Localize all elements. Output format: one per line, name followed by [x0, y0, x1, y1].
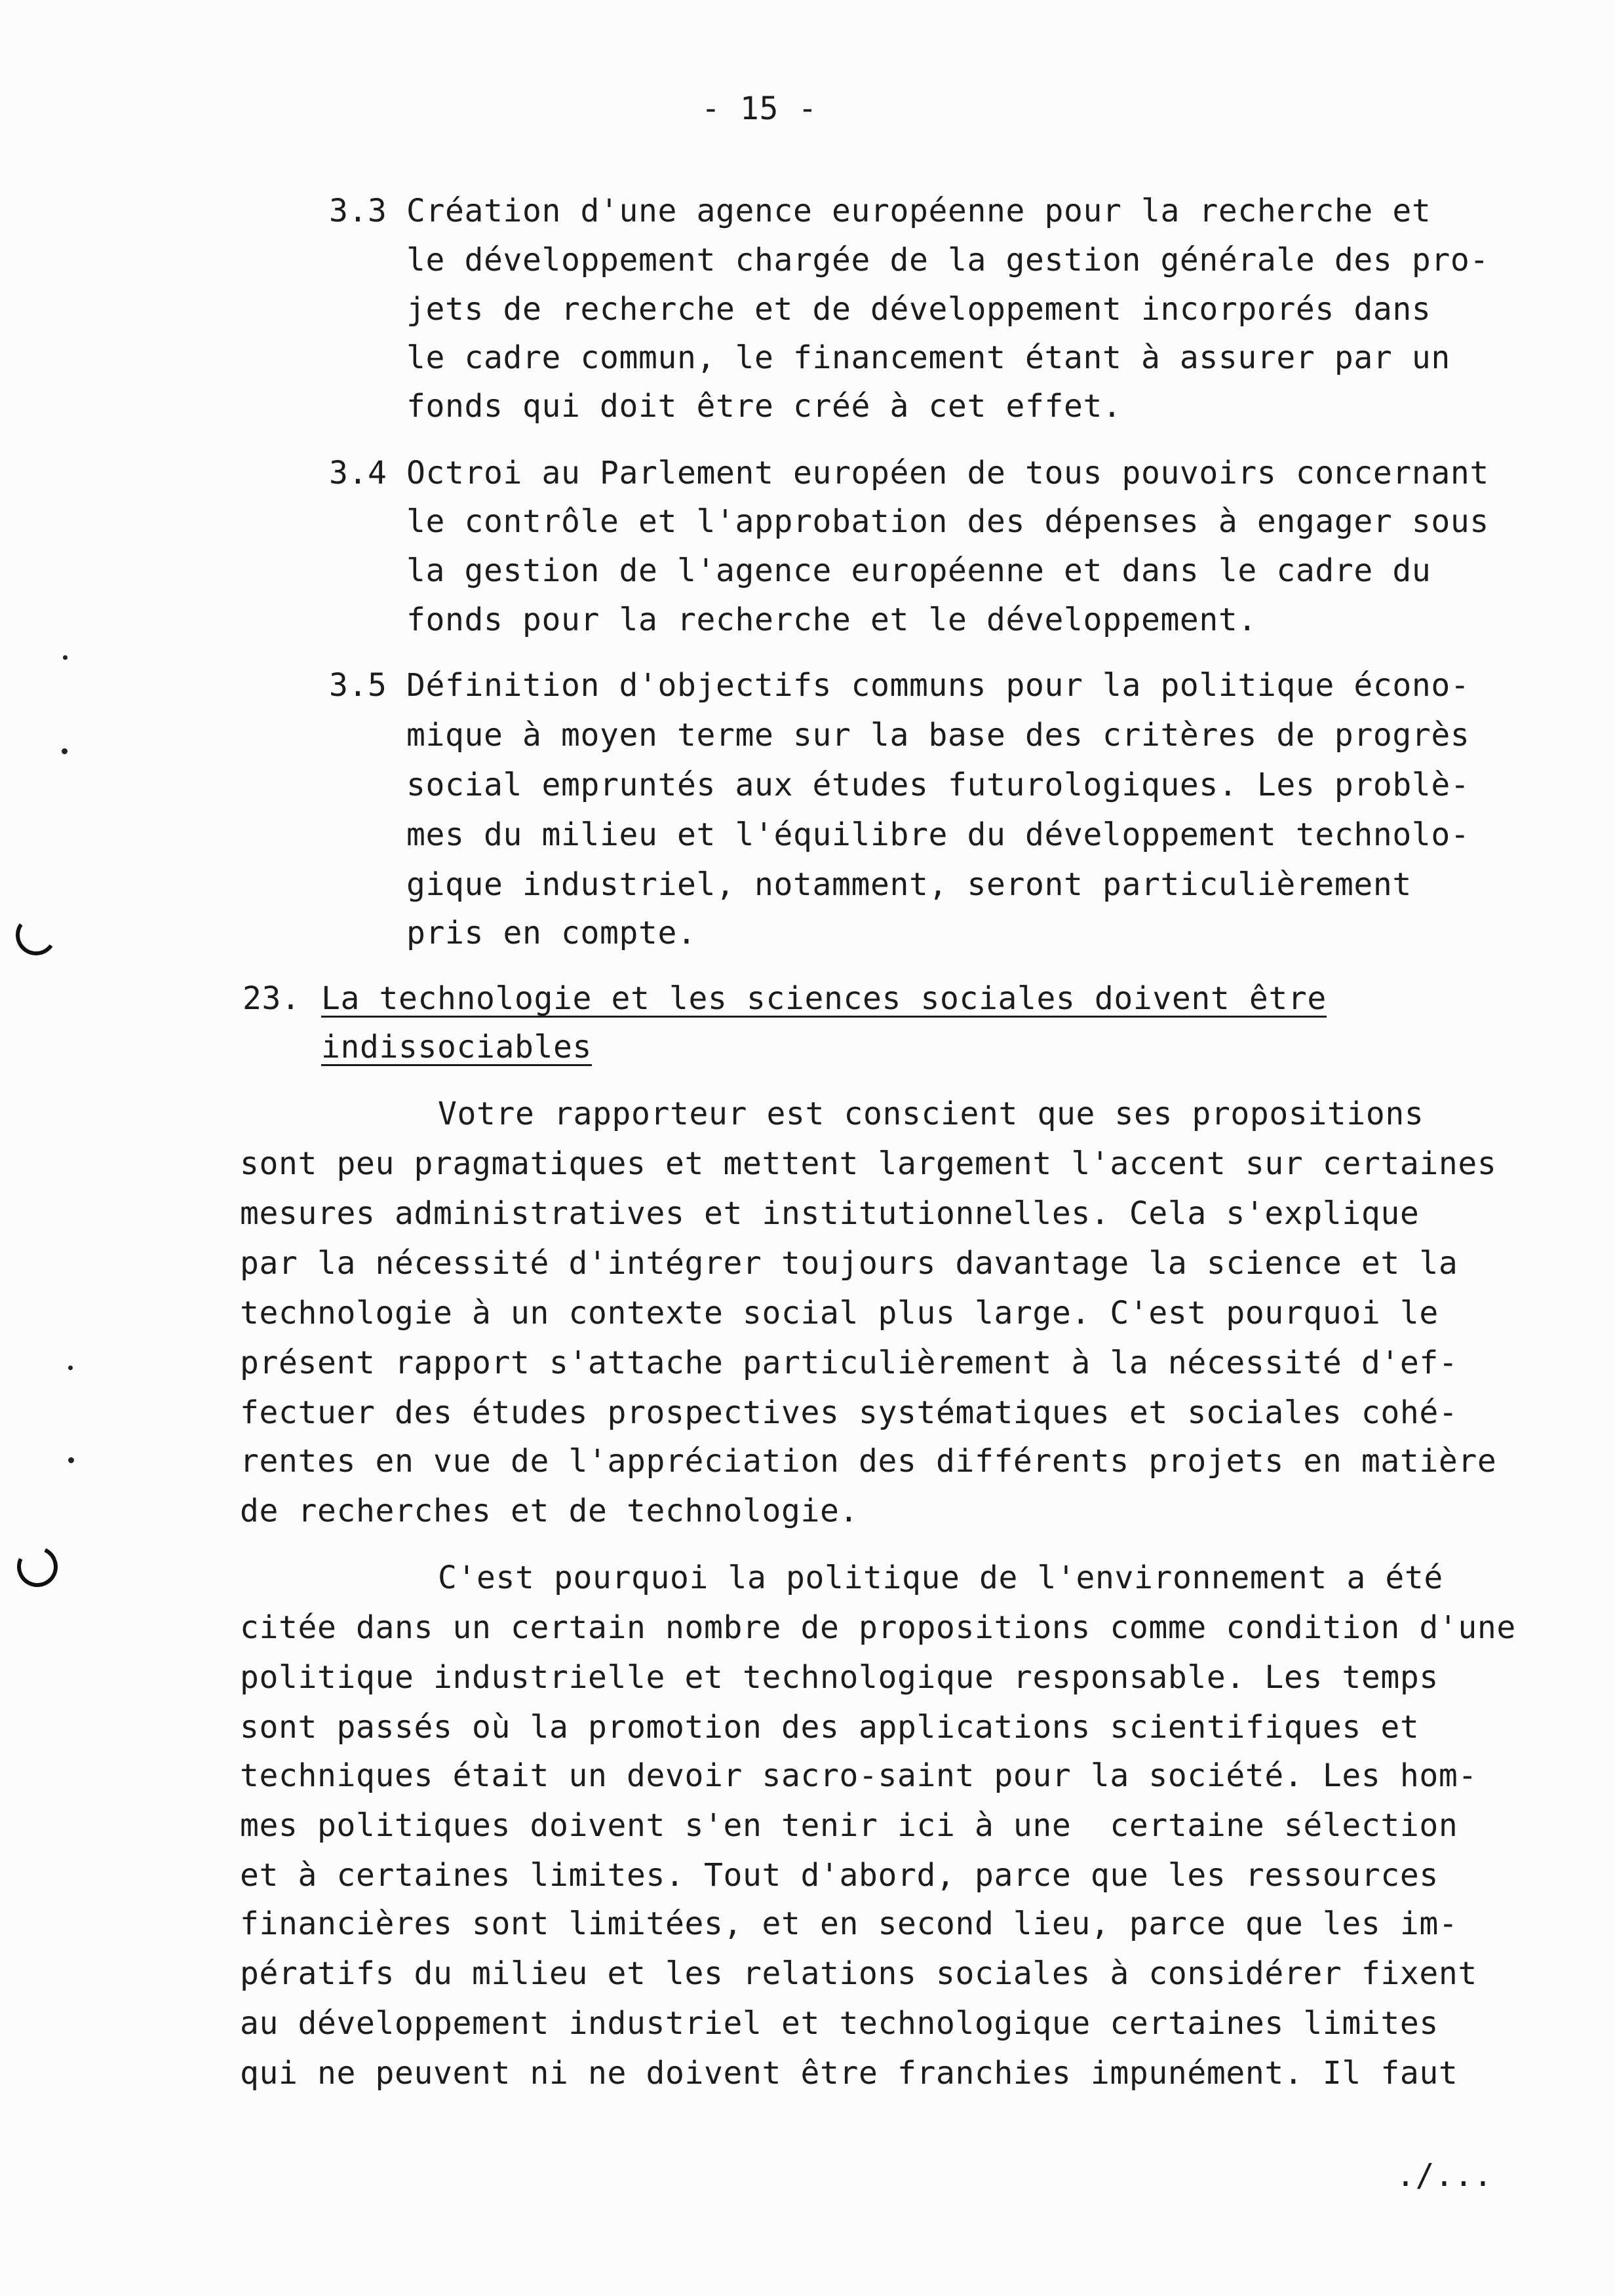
paragraph-line: fectuer des études prospectives systématiques et sociales cohé- — [240, 1394, 1458, 1431]
paragraph-line: Votre rapporteur est conscient que ses propositions — [438, 1096, 1424, 1132]
item-line: social empruntés aux études futurologiques. Les problè- — [406, 767, 1470, 803]
section-title: La technologie et les sciences sociales doivent être — [321, 980, 1327, 1017]
item-line: le contrôle et l'approbation des dépenses à engager sous — [406, 503, 1489, 540]
paragraph-line: mes politiques doivent s'en tenir ici à une certaine sélection — [240, 1807, 1458, 1844]
margin-dot — [63, 655, 68, 660]
paragraph-line: techniques était un devoir sacro-saint pour la société. Les hom- — [240, 1757, 1477, 1794]
item-line: Définition d'objectifs communs pour la politique écono- — [406, 667, 1470, 704]
item-line: pris en compte. — [406, 915, 697, 951]
paragraph-line: politique industrielle et technologique responsable. Les temps — [240, 1659, 1439, 1696]
section-title: indissociables — [321, 1029, 592, 1065]
paragraph-line: au développement industriel et technologique certaines limites — [240, 2005, 1439, 2042]
item-line: la gestion de l'agence européenne et dans le cadre du — [406, 552, 1431, 589]
section-number: 23. — [243, 980, 301, 1017]
paragraph-line: sont passés où la promotion des applications scientifiques et — [240, 1709, 1420, 1746]
paragraph-line: pératifs du milieu et les relations sociales à considérer fixent — [240, 1955, 1477, 1992]
paragraph-line: sont peu pragmatiques et mettent largement l'accent sur certaines — [240, 1145, 1497, 1182]
paragraph-line: qui ne peuvent ni ne doivent être franchies impunément. Il faut — [240, 2055, 1458, 2092]
item-line: le développement chargée de la gestion générale des pro- — [406, 242, 1489, 278]
paragraph-line: technologie à un contexte social plus large. C'est pourquoi le — [240, 1295, 1439, 1331]
paragraph-line: citée dans un certain nombre de propositions comme condition d'une — [240, 1609, 1516, 1646]
item-line: jets de recherche et de développement incorporés dans — [406, 291, 1431, 328]
paragraph-line: par la nécessité d'intégrer toujours davantage la science et la — [240, 1245, 1458, 1282]
item-line: le cadre commun, le financement étant à assurer par un — [406, 339, 1450, 376]
paragraph-line: rentes en vue de l'appréciation des différents projets en matière — [240, 1443, 1497, 1480]
item-number: 3.3 — [329, 193, 387, 229]
punch-hole-mark — [11, 1540, 63, 1592]
item-number: 3.5 — [329, 667, 387, 704]
paragraph-line: financières sont limitées, et en second lieu, parce que les im- — [240, 1905, 1458, 1942]
item-number: 3.4 — [329, 455, 387, 491]
item-line: fonds pour la recherche et le développement. — [406, 602, 1257, 638]
item-line: Octroi au Parlement européen de tous pouvoirs concernant — [406, 455, 1489, 491]
page-number: - 15 - — [701, 90, 817, 127]
margin-dot — [62, 748, 68, 754]
paragraph-line: mesures administratives et institutionnelles. Cela s'explique — [240, 1195, 1420, 1232]
paragraph-line: de recherches et de technologie. — [240, 1493, 859, 1529]
paragraph-line: présent rapport s'attache particulièrement à la nécessité d'ef- — [240, 1345, 1458, 1381]
item-line: Création d'une agence européenne pour la recherche et — [406, 193, 1431, 229]
item-line: gique industriel, notamment, seront particulièrement — [406, 866, 1412, 903]
paragraph-line: et à certaines limites. Tout d'abord, parce que les ressources — [240, 1857, 1439, 1894]
margin-dot — [68, 1366, 73, 1370]
margin-dot — [68, 1457, 74, 1463]
continuation-marker: ./... — [1396, 2157, 1493, 2194]
item-line: fonds qui doit être créé à cet effet. — [406, 388, 1122, 425]
item-line: mique à moyen terme sur la base des critères de progrès — [406, 717, 1470, 754]
punch-hole-mark — [12, 911, 60, 959]
paragraph-line: C'est pourquoi la politique de l'environnement a été — [438, 1559, 1443, 1596]
item-line: mes du milieu et l'équilibre du développement technolo- — [406, 816, 1470, 853]
